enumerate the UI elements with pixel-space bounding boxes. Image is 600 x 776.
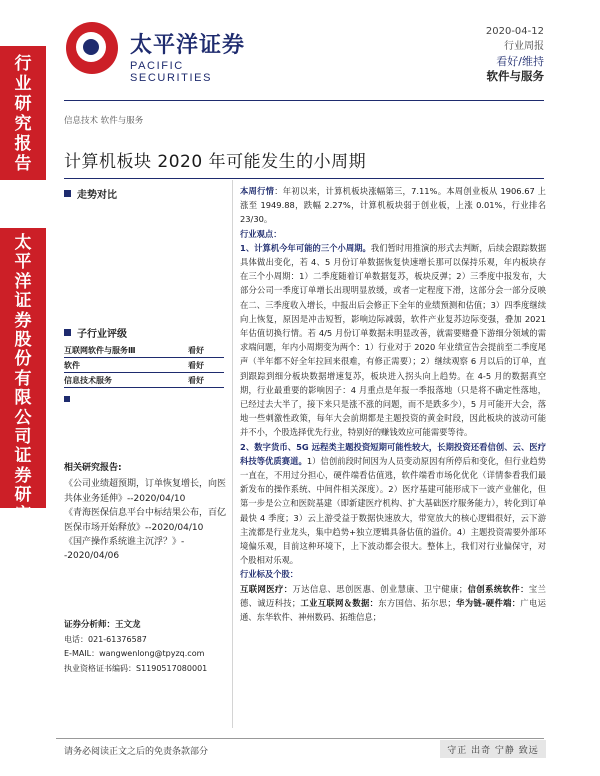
side-band-bottom [0, 228, 46, 564]
side-band-char: 报 [14, 134, 32, 154]
industry-name: 软件 [64, 360, 80, 370]
industry-rating: 看好 [188, 375, 204, 385]
side-band-char: 证 [14, 446, 32, 467]
logo-mark-icon [66, 22, 118, 74]
sub-industry-table [64, 343, 224, 388]
sub-industry-heading: 子行业评级 [77, 329, 127, 340]
side-band-char: 告 [14, 543, 32, 564]
industry-name: 信息技术服务 [64, 375, 112, 385]
report-type: 行业周报 [504, 41, 544, 52]
side-band-char: 告 [14, 154, 32, 174]
side-band-char: 有 [14, 368, 32, 389]
industry-rating: 看好 [188, 360, 204, 370]
related-report-link[interactable]: 《国产操作系统谁主沉浮？》--2020/04/06 [64, 537, 185, 562]
side-band-char: 研 [14, 485, 32, 506]
weekly-label: 本周行情 [240, 186, 275, 196]
report-meta [486, 24, 544, 84]
targets-text-2: 东方国信、拓尔思； [378, 597, 456, 608]
industry-rating: 看好 [188, 345, 204, 355]
industry-name: 互联网软件与服务Ⅲ [64, 345, 136, 355]
title-divider [64, 178, 544, 179]
footer-disclaimer: 请务必阅读正文之后的免责条款部分 [64, 747, 209, 757]
analyst-heading: 证券分析师：王文龙 [64, 620, 141, 630]
analyst-license: 执业资格证书编码：S1190517080001 [64, 663, 208, 673]
targets-label-2: 工业互联网＆数据： [300, 597, 379, 608]
targets-label-1b: 信创系统软件： [467, 583, 529, 594]
side-band-char: 证 [14, 291, 32, 312]
side-band-char: 行 [14, 54, 32, 74]
targets-label: 行业标及个股： [240, 569, 299, 580]
analyst-phone: 电话：021-61376587 [64, 634, 147, 644]
point2-heading: 2、数字货币、5G 远程类主题投资短期可能性较大，长期投资还看信创、云、医疗科技等优质赛道。 [240, 441, 546, 466]
bullet-square-icon [64, 329, 71, 336]
targets-label-3: 华为链-硬件端： [455, 597, 521, 608]
main-content [240, 184, 546, 624]
point1-heading: 1、计算机今年可能的三个小周期。 [240, 242, 371, 253]
targets-text-1: 万达信息、思创医惠、创业慧康、卫宁健康； [292, 583, 468, 594]
side-band-char: 太 [14, 233, 32, 253]
company-logo [66, 20, 266, 84]
trend-heading: 走势对比 [77, 190, 117, 201]
side-band-char: 限 [14, 388, 32, 409]
side-band-char: 平 [14, 252, 32, 273]
report-date: 2020-04-12 [485, 26, 544, 37]
analyst-info [64, 618, 234, 676]
table-row [64, 373, 224, 388]
related-report-link[interactable]: 《青海医保信息平台中标结果公布，百亿医保市场开始释放》--2020/04/10 [64, 508, 227, 533]
header-divider [64, 100, 544, 101]
side-band-char: 业 [14, 74, 32, 94]
trend-section [64, 186, 224, 201]
logo-cn-text: 太平洋证券 [130, 33, 246, 58]
column-divider [232, 180, 233, 728]
related-report-link[interactable]: 《公司业绩超预期，订单恢复增长，向医共体业务延伸》--2020/04/10 [64, 479, 227, 504]
side-band-char: 究 [14, 504, 32, 525]
bullet-square-icon [64, 190, 71, 197]
bullet-square-icon [64, 396, 70, 402]
targets-text-1b: 宝兰德、诚迈科技； [240, 583, 546, 608]
breadcrumb: 信息技术 软件与服务 [64, 116, 144, 126]
logo-en-text: PACIFIC SECURITIES [130, 60, 213, 84]
table-row [64, 343, 224, 358]
side-band-char: 公 [14, 407, 32, 428]
rating: 看好/维持 [496, 55, 544, 68]
related-reports [64, 461, 226, 564]
analyst-email[interactable]: E-MAIL：wangwenlong@tpyzq.com [64, 649, 205, 659]
footer-divider [56, 738, 544, 739]
side-band-char: 报 [14, 524, 32, 545]
views-label: 行业观点： [240, 228, 282, 239]
related-heading: 相关研究报告: [64, 463, 122, 473]
side-band-char: 份 [14, 349, 32, 370]
page-title: 计算机板块 2020 年可能发生的小周期 [64, 152, 367, 172]
side-band-char: 研 [14, 94, 32, 114]
side-band-char: 券 [14, 465, 32, 486]
side-band-char: 司 [14, 427, 32, 448]
targets-text-3: 广电运通、东华软件、神州数码、拓维信息； [240, 597, 546, 623]
point2-text: 1）信创前段时间因为人员变动原因有所停后和变化，但行业趋势一直在，不用过分担心，硬件端看估值逃，软件端看市场化优化（详情参看我们最新发布的操作系统、中间件相关深度）。2）医疗基建可能形成下一波产业催化，但第一步是公立和医院基建（即新建医疗机构、扩大基础医疗服务能力），转化到订单最快 4 季度；3）云上游受益于数据快速放大，带宽放大的核心逻辑很好，云下游主流都是行业龙头，集中趋势+独立逻辑具备估值的溢价。4）主题投资需要外部环境偏乐观，目前这种环境下，上下波动都会很大。整体上，我们对行业偏保守，对个股相对乐观。 [240, 455, 546, 566]
targets-label-1: 互联网医疗： [240, 583, 293, 594]
side-band-char: 券 [14, 310, 32, 331]
table-row [64, 358, 224, 373]
footer-motto: 守正 出奇 宁静 致远 [440, 740, 546, 758]
side-band-char: 股 [14, 330, 32, 351]
sector: 软件与服务 [486, 69, 544, 83]
weekly-text: ：年初以来，计算机板块涨幅第三，7.11%。本周创业板从 1906.67 上涨至 1949.88，跌幅 2.27%，计算机板块弱于创业板，上涨 0.01%，行业排名 23/30。 [240, 186, 546, 225]
side-band-char: 究 [14, 114, 32, 134]
point1-text: 我们暂时用推演的形式去判断，后续会跟踪数据具体做出变化，若 4、5 月份订单数据恢复快速增长那可以保持乐观，年内板块存在三个小周期：1）二季度随着订单数据复苏，板块反弹；2）三季度中报发布，大部分公司一季度订单增长出现明显放缓，或者一定程度下滑，这部分会一部分反映在二、三季度收入增长，中报出后会修正下全年的业绩预测和估值；3）四季度继续向上恢复，原因是冲击短暂，影响边际减弱，软件产业复苏边际变强，叠加 2021 年估值切换行情。若 4/5 月份订单数据未明显改善，就需要赌叠下游细分领域的需求端问题，年内小周期变为两个：1）行业对于 2020 年业绩宣告会提前至二季度尾声（半年都不好全年拉回来很难，有修正需要）；2）继续观察 6 月以后的订单，直到跟踪到细分板块数据增速复苏，板块进入拐头向上趋势。在 4-5 月的数据真空期，行业最重要的影响因子：4 月重点是年报一季报落地（只是将不确定性落地，已经过去大半了，接下来只是涨不涨的问题，而不是跌多少），5 月可能开大会，落地一些刺激性政策，每年大会前期都是主题投资的黄金时段，因此板块的波动可能并不小，个股选择优先行业，特别好的赚钱效应可能需要等待。 [240, 242, 546, 438]
sub-industry-section [64, 325, 224, 340]
side-band-char: 洋 [14, 271, 32, 292]
side-band-top [0, 46, 46, 180]
